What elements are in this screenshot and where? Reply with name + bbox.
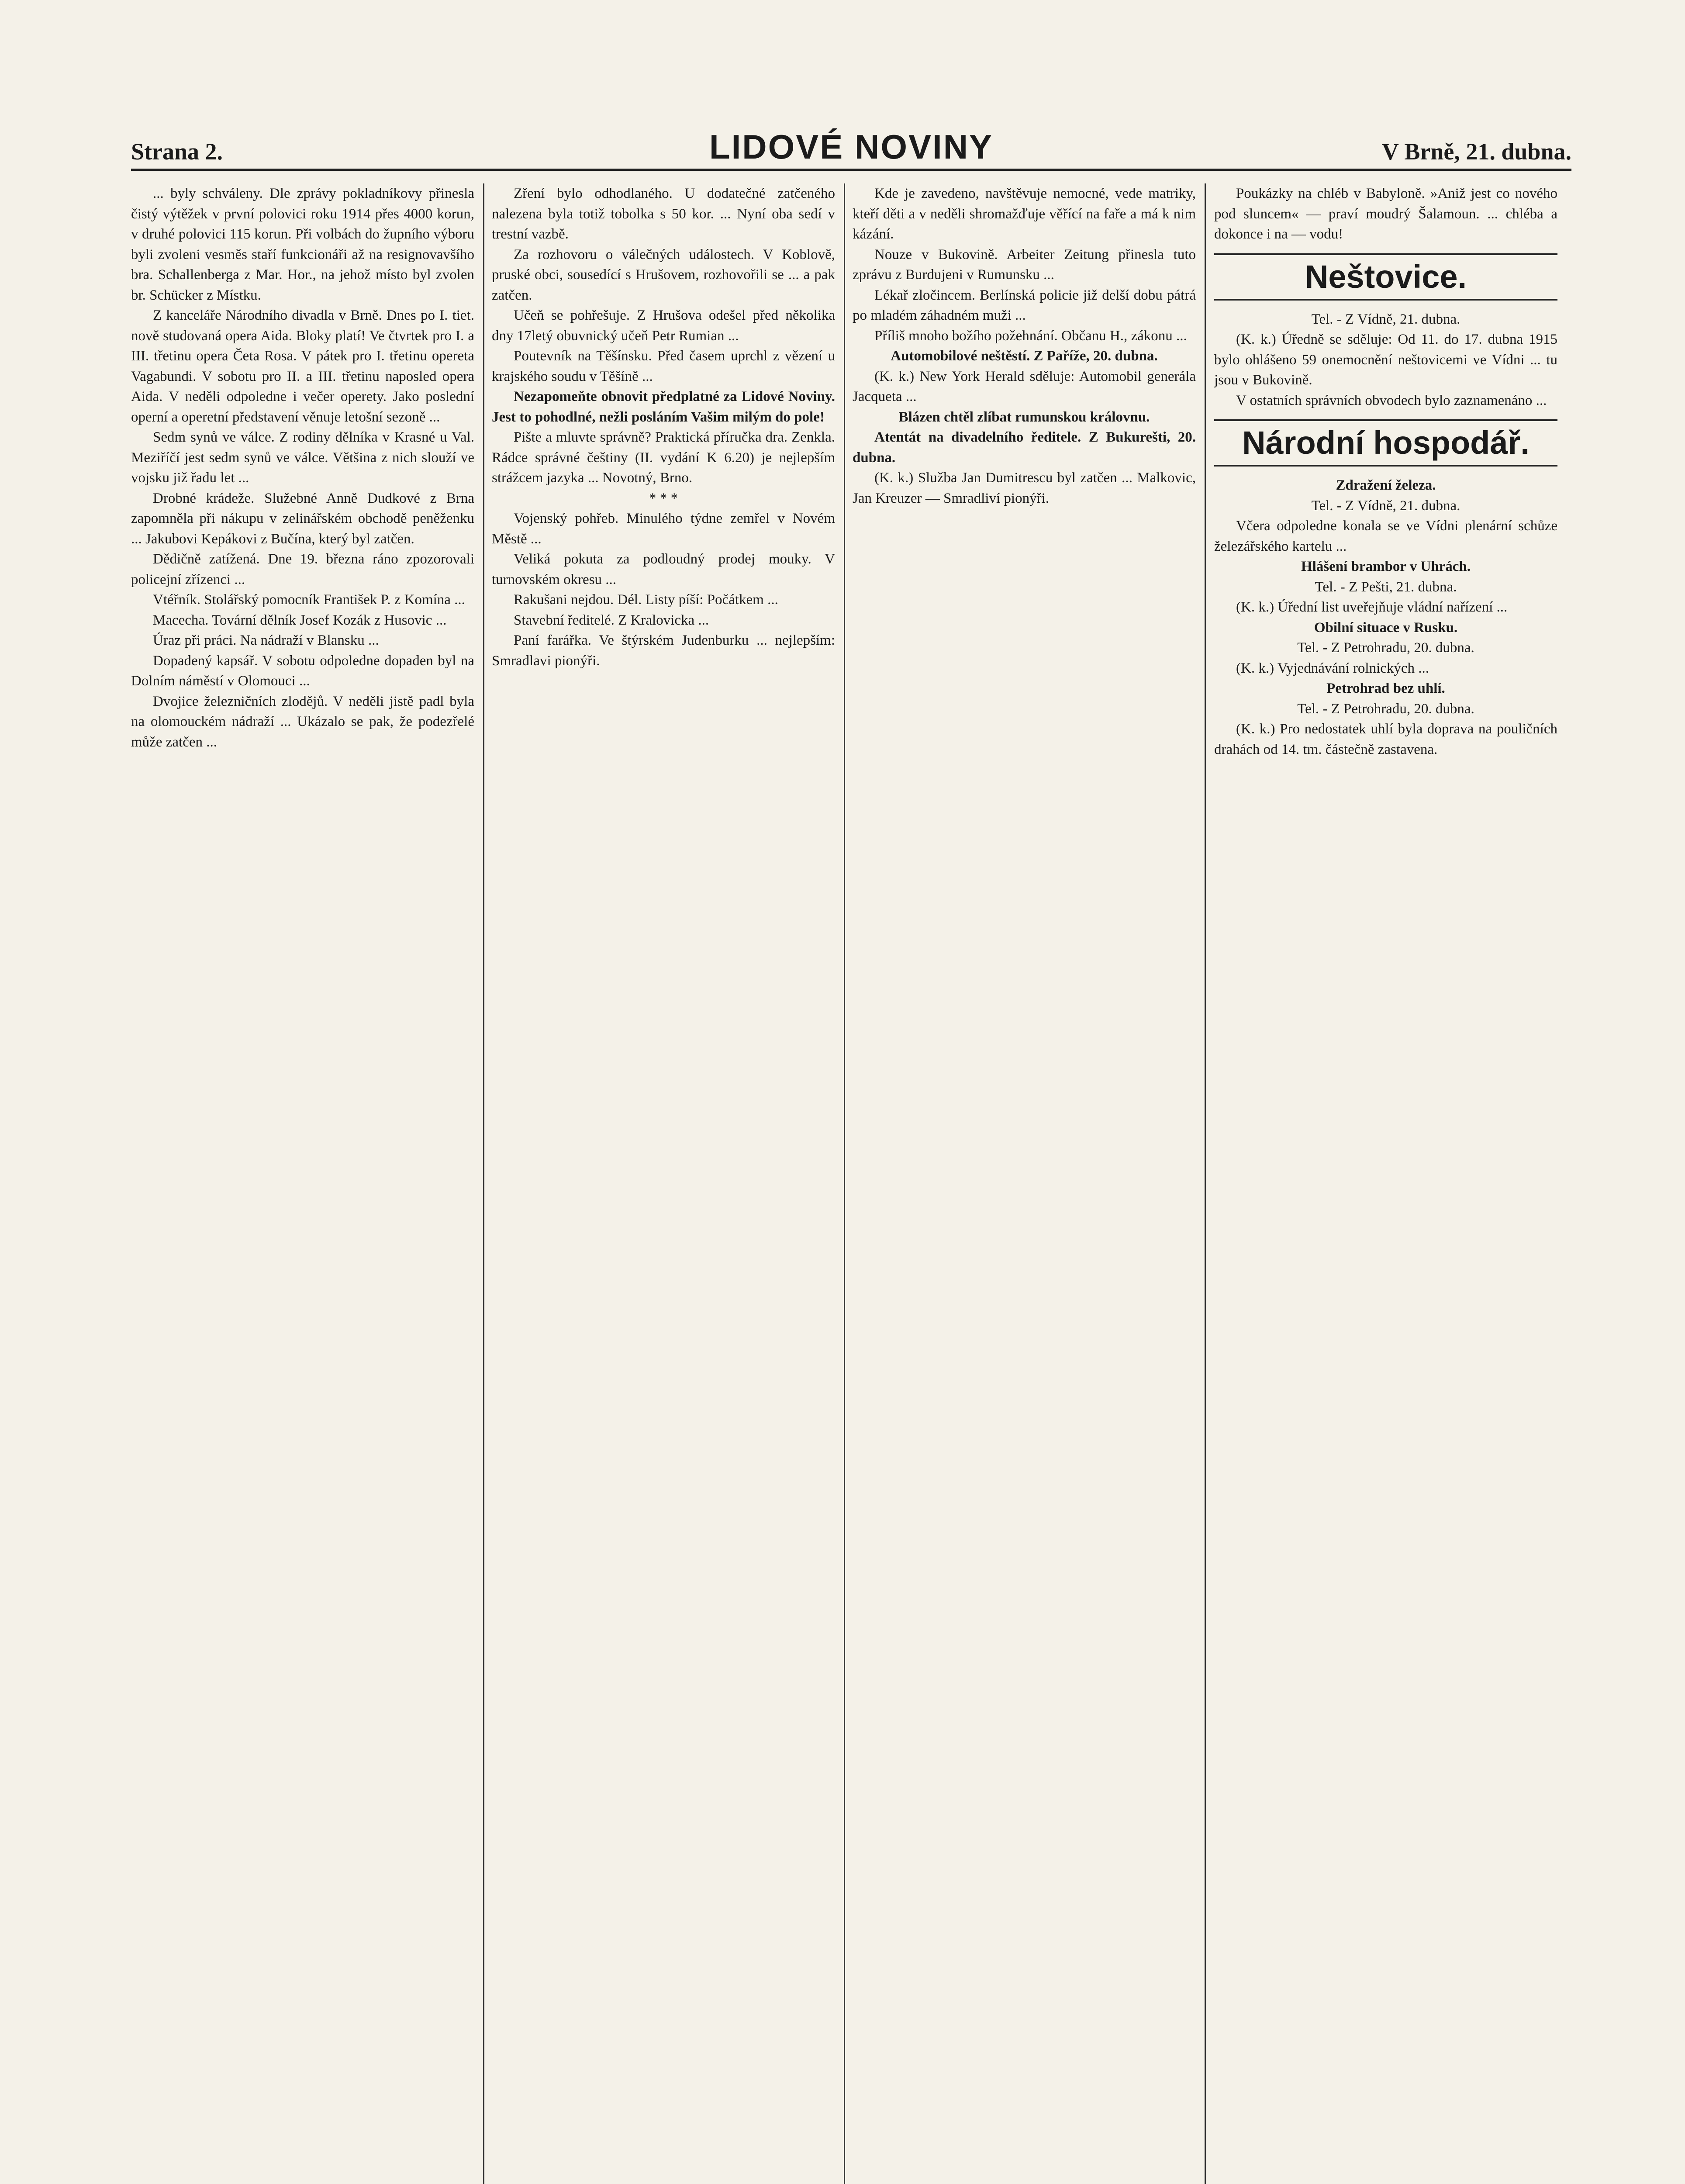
article: Paní farářka. Ve štýrském Judenburku ... nejlepším: Smradlavi pionýři. (492, 632, 835, 669)
article: Stavební ředitelé. Z Kralovicka ... (514, 612, 709, 628)
subscription-notice: Nezapomeňte obnovit předplatné za Lidové Noviny. Jest to pohodlné, nežli posláním Vašim milým do pole! (492, 389, 835, 425)
article: Veliká pokuta za podloudný prodej mouky. V turnovském okresu ... (492, 551, 835, 587)
article: Úraz při práci. Na nádraží v Blansku ... (153, 632, 379, 648)
place-date: V Brně, 21. dubna. (1381, 138, 1571, 165)
article: Dopadený kapsář. V sobotu odpoledne dopaden byl na Dolním náměstí v Olomouci ... (131, 653, 474, 689)
article: Lékař zločincem. Berlínská policie již delší dobu pátrá po mladém záhadném muži ... (853, 287, 1196, 323)
article: Zření bylo odhodlaného. U dodatečné zatčeného nalezena byla totiž tobolka s 50 kor. ... Nyní oba sedí v trestní vazbě. (492, 186, 835, 242)
page-number: Strana 2. (131, 138, 223, 165)
column-rule (844, 183, 845, 2184)
article: Vojenský pohřeb. Minulého týdne zemřel v Novém Městě ... (492, 511, 835, 547)
article: Dvojice železničních zlodějů. V neděli jistě padl byla na olomouckém nádraží ... Ukázalo se pak, že podezřelé může zatčen ... (131, 693, 474, 750)
article: Nouze v Bukovině. Arbeiter Zeitung přinesla tuto zprávu z Burdujeni v Rumunsku ... (853, 246, 1196, 283)
article: V ostatních správních obvodech bylo zaznamenáno ... (1236, 392, 1547, 408)
article: (K. k.) Vyjednávání rolnických ... (1236, 660, 1429, 676)
article: (K. k.) Úředně se sděluje: Od 11. do 17. dubna 1915 bylo ohlášeno 59 onemocnění neštovicemi ve Vídni ... tu jsou v Bukovině. (1214, 332, 1557, 388)
article: Příliš mnoho božího požehnání. Občanu H., zákonu ... (874, 328, 1187, 344)
article-heading: Obilní situace v Rusku. (1314, 619, 1458, 636)
article: Kde je zavedeno, navštěvuje nemocné, vede matriky, kteří děti a v neděli shromažďuje věřící na faře a má k nim kázání. (853, 186, 1196, 242)
article-heading: Petrohrad bez uhlí. (1326, 681, 1445, 696)
masthead: LIDOVÉ NOVINY (709, 128, 994, 166)
column-rule (1205, 183, 1206, 2184)
article: Za rozhovoru o válečných událostech. V Koblově, pruské obci, sousedící s Hrušovem, rozhovořili se ... a pak zatčen. (492, 246, 835, 303)
column-3 (853, 183, 1196, 2184)
page-header (131, 127, 1571, 171)
dateline: Tel. - Z Vídně, 21. dubna. (1311, 498, 1461, 514)
article: Dědičně zatížená. Dne 19. března ráno zpozorovali policejní zřízenci ... (131, 551, 474, 587)
article-heading: Automobilové neštěstí. Z Paříže, 20. dubna. (891, 348, 1158, 364)
article-heading: Blázen chtěl zlíbat rumunskou královnu. (898, 409, 1150, 425)
article: Rakušani nejdou. Dél. Listy píší: Počátkem ... (514, 592, 778, 608)
article: (K. k.) New York Herald sděluje: Automobil generála Jacqueta ... (853, 368, 1196, 404)
article: Vtéřník. Stolářský pomocník František P. z Komína ... (153, 592, 465, 608)
dateline: Tel. - Z Pešti, 21. dubna. (1315, 579, 1457, 595)
article: Drobné krádeže. Služebné Anně Dudkové z Brna zapomněla při nákupu v zelinářském obchodě peněženku ... Jakubovi Kepákovi z Bučína, který byl zatčen. (131, 490, 474, 547)
article: ... byly schváleny. Dle zprávy pokladníkovy přinesla čistý výtěžek v první polovici roku 1914 přes 4000 korun, v druhé polovici 115 korun. Při volbách do župního výboru byli zvoleni vesměs staří funkcionáři až na resignovavšího bra. Schallenberga z Mar. Hor., na jehož místo byl zvolen br. Schücker z Místku. (131, 186, 474, 303)
article: (K. k.) Služba Jan Dumitrescu byl zatčen ... Malkovic, Jan Kreuzer — Smradliví pionýři. (853, 470, 1196, 506)
article: Včera odpoledne konala se ve Vídni plenární schůze železářského kartelu ... (1214, 518, 1557, 554)
dateline: Tel. - Z Vídně, 21. dubna. (1311, 311, 1461, 327)
column-2 (492, 183, 835, 2184)
article: (K. k.) Úřední list uveřejňuje vládní nařízení ... (1236, 599, 1508, 615)
section-smallpox: Neštovice. (1214, 253, 1557, 301)
column-1 (131, 183, 474, 2184)
advert: Pište a mluvte správně? Praktická příručka dra. Zenkla. Rádce správné češtiny (II. vydání K 6.20) je nejlepším strážcem jazyka ... Novotný, Brno. (492, 429, 835, 486)
column-4 (1214, 183, 1557, 2184)
article: (K. k.) Pro nedostatek uhlí byla doprava na pouličních drahách od 14. tm. částečně zastavena. (1214, 721, 1557, 757)
article-heading: Zdražení železa. (1336, 477, 1436, 493)
column-rule (483, 183, 484, 2184)
article-heading: Atentát na divadelního ředitele. Z Bukurešti, 20. dubna. (853, 429, 1196, 466)
article: Z kanceláře Národního divadla v Brně. Dnes po I. tiet. nově studovaná opera Aida. Bloky platí! Ve čtvrtek pro I. a III. třetinu opera Četa Rosa. V pátek pro I. třetinu opereta Vagabundi. V sobotu pro II. a III. třetinu naposled opera Aida. V neděli odpoledne i večer operety. Jako poslední operní a operetní představení věnuje letošní sezoně ... (131, 308, 474, 425)
article: Sedm synů ve válce. Z rodiny dělníka v Krasné u Val. Meziříčí jest sedm synů ve válce. Většina z nich slouží ve vojsku již řadu let ... (131, 429, 474, 486)
dateline: Tel. - Z Petrohradu, 20. dubna. (1297, 701, 1474, 717)
article: Macecha. Tovární dělník Josef Kozák z Husovic ... (153, 612, 447, 628)
separator: * * * (649, 490, 678, 506)
article: Poutevník na Těšínsku. Před časem uprchl z vězení u krajského soudu v Těšíně ... (492, 348, 835, 384)
dateline: Tel. - Z Petrohradu, 20. dubna. (1297, 640, 1474, 656)
section-economy: Národní hospodář. (1214, 419, 1557, 467)
article: Poukázky na chléb v Babyloně. »Aniž jest co nového pod sluncem« — praví moudrý Šalamoun. ... chléba a dokonce i na — vodu! (1214, 186, 1557, 242)
article: Učeň se pohřešuje. Z Hrušova odešel před několika dny 17letý obuvnický učeň Petr Rumian ... (492, 308, 835, 344)
article-heading: Hlášení brambor v Uhrách. (1301, 559, 1471, 574)
